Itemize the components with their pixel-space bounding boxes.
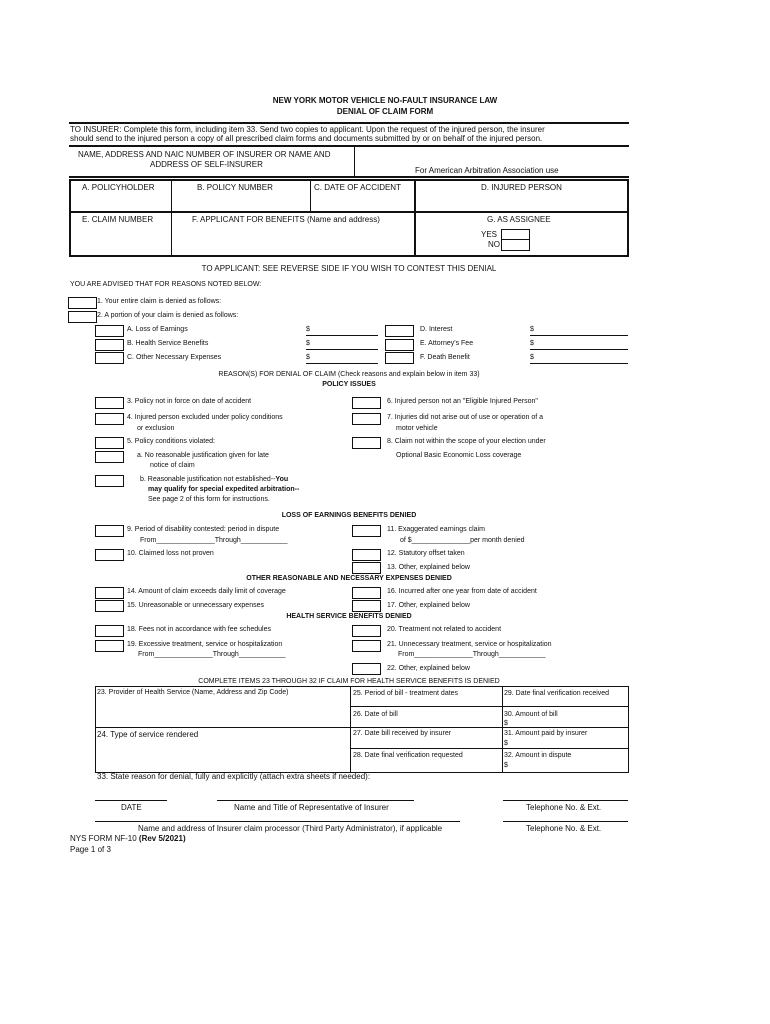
portion-claim-checkbox[interactable] bbox=[68, 311, 97, 323]
reason-8-label-cont: Optional Basic Economic Loss coverage bbox=[396, 452, 522, 459]
reason-20-label: 20. Treatment not related to accident bbox=[387, 626, 502, 633]
representative-line[interactable] bbox=[217, 800, 414, 801]
item-33-reason[interactable]: 33. State reason for denial, fully and explicitly (attach extra sheets if needed): bbox=[97, 772, 371, 781]
reason-18-label: 18. Fees not in accordance with fee schedules bbox=[127, 626, 271, 633]
applicant-field[interactable]: F. APPLICANT FOR BENEFITS (Name and address) bbox=[192, 215, 380, 224]
no-label: NO bbox=[488, 240, 500, 249]
instruction-line-1: TO INSURER: Complete this form, including item 33. Send two copies to applicant. Upon the request of the injured person, the insurer bbox=[70, 125, 545, 134]
loss-earnings-label: A. Loss of Earnings bbox=[127, 326, 188, 333]
other-expenses-checkbox[interactable] bbox=[95, 352, 124, 364]
interest-amount[interactable] bbox=[530, 335, 628, 336]
reason-12-label: 12. Statutory offset taken bbox=[387, 550, 465, 557]
loss-earnings-title: LOSS OF EARNINGS BENEFITS DENIED bbox=[281, 512, 417, 519]
reason-10-label: 10. Claimed loss not proven bbox=[127, 550, 214, 557]
health-service-label: B. Health Service Benefits bbox=[127, 340, 209, 347]
reason-22-label: 22. Other, explained below bbox=[387, 665, 470, 672]
reason-3-label: 3. Policy not in force on date of accident bbox=[127, 398, 252, 405]
reason-5b-label bbox=[140, 476, 288, 483]
reason-5-label: 5. Policy conditions violated: bbox=[127, 438, 215, 445]
reason-6-checkbox[interactable] bbox=[352, 397, 381, 409]
item-23-provider[interactable]: 23. Provider of Health Service (Name, Address and Zip Code) bbox=[97, 689, 289, 696]
date-of-accident-field[interactable]: C. DATE OF ACCIDENT bbox=[314, 183, 401, 192]
other-expenses-amount[interactable] bbox=[306, 363, 378, 364]
item-31-amount-paid[interactable]: 31. Amount paid by insurer bbox=[504, 730, 588, 737]
reason-5b-expedited: may qualify for special expedited arbitration-- bbox=[148, 486, 300, 493]
reason-21-checkbox[interactable] bbox=[352, 640, 381, 652]
reason-14-label: 14. Amount of claim exceeds daily limit of coverage bbox=[127, 588, 286, 595]
item-24-service-type[interactable]: 24. Type of service rendered bbox=[97, 730, 199, 739]
attorney-fee-label: E. Attorney's Fee bbox=[420, 340, 474, 347]
item-30-amount-of-bill[interactable]: 30. Amount of bill bbox=[504, 711, 558, 718]
reasons-header: REASON(S) FOR DENIAL OF CLAIM (Check reasons and explain below in item 33) bbox=[218, 371, 480, 378]
health-service-checkbox[interactable] bbox=[95, 339, 124, 351]
reason-16-label: 16. Incurred after one year from date of accident bbox=[387, 588, 537, 595]
death-benefit-checkbox[interactable] bbox=[385, 352, 414, 364]
reason-15-checkbox[interactable] bbox=[95, 600, 124, 612]
policy-number-field[interactable]: B. POLICY NUMBER bbox=[197, 183, 273, 192]
reason-11-checkbox[interactable] bbox=[352, 525, 381, 537]
policyholder-field[interactable]: A. POLICYHOLDER bbox=[82, 183, 155, 192]
reason-9-checkbox[interactable] bbox=[95, 525, 124, 537]
reason-22-checkbox[interactable] bbox=[352, 663, 381, 675]
date-label: DATE bbox=[121, 803, 142, 812]
reason-13-checkbox[interactable] bbox=[352, 562, 381, 574]
yes-label: YES bbox=[481, 230, 498, 239]
entire-claim-checkbox[interactable] bbox=[68, 297, 97, 309]
reason-21-period[interactable]: From_______________Through____________ bbox=[398, 651, 546, 658]
attorney-fee-amount[interactable] bbox=[530, 349, 628, 350]
reason-4-label: 4. Injured person excluded under policy conditions bbox=[127, 414, 283, 421]
advised-text: YOU ARE ADVISED THAT FOR REASONS NOTED BELOW: bbox=[70, 281, 262, 288]
dollar-sign: $ bbox=[306, 340, 310, 347]
insurer-label-2: ADDRESS OF SELF-INSURER bbox=[150, 160, 263, 169]
reason-8-checkbox[interactable] bbox=[352, 437, 381, 449]
form-title: NEW YORK MOTOR VEHICLE NO-FAULT INSURANCE LAW bbox=[272, 96, 498, 105]
reason-5a-label-cont: notice of claim bbox=[150, 462, 195, 469]
item-25-period[interactable]: 25. Period of bill - treatment dates bbox=[353, 690, 459, 697]
reason-21-label: 21. Unnecessary treatment, service or hospitalization bbox=[387, 641, 552, 648]
injured-person-field[interactable]: D. INJURED PERSON bbox=[481, 183, 562, 192]
reason-9-label: 9. Period of disability contested: period in dispute bbox=[127, 526, 280, 533]
divider bbox=[69, 122, 629, 124]
reason-8-label: 8. Claim not within the scope of your election under bbox=[387, 438, 546, 445]
dollar-sign: $ bbox=[504, 762, 508, 769]
death-benefit-amount[interactable] bbox=[530, 363, 628, 364]
reason-17-checkbox[interactable] bbox=[352, 600, 381, 612]
reason-13-label: 13. Other, explained below bbox=[387, 564, 470, 571]
health-service-amount[interactable] bbox=[306, 349, 378, 350]
item-27-date-received[interactable]: 27. Date bill received by insurer bbox=[353, 730, 452, 737]
dollar-sign: $ bbox=[530, 340, 534, 347]
loss-earnings-amount[interactable] bbox=[306, 335, 378, 336]
reason-19-label: 19. Excessive treatment, service or hospitalization bbox=[127, 641, 283, 648]
reason-18-checkbox[interactable] bbox=[95, 625, 124, 637]
form-number bbox=[70, 834, 186, 843]
interest-checkbox[interactable] bbox=[385, 325, 414, 337]
reason-4-checkbox[interactable] bbox=[95, 413, 124, 425]
attorney-fee-checkbox[interactable] bbox=[385, 339, 414, 351]
policy-issues-title: POLICY ISSUES bbox=[322, 381, 376, 388]
reason-20-checkbox[interactable] bbox=[352, 625, 381, 637]
date-line[interactable] bbox=[95, 800, 167, 801]
reason-7-checkbox[interactable] bbox=[352, 413, 381, 425]
form-id: NYS FORM NF-10 bbox=[70, 834, 137, 843]
applicant-notice: TO APPLICANT: SEE REVERSE SIDE IF YOU WISH TO CONTEST THIS DENIAL bbox=[201, 264, 497, 273]
aaa-use-label: For American Arbitration Association use bbox=[415, 166, 559, 175]
insurer-label: NAME, ADDRESS AND NAIC NUMBER OF INSURER OR NAME AND bbox=[78, 150, 331, 159]
instruction-line-2: should send to the injured person a copy of all prescribed claim forms and documents submitted by or on behalf of the injured person. bbox=[70, 134, 543, 143]
form-revision: (Rev 5/2021) bbox=[138, 834, 186, 843]
tpa-telephone-label: Telephone No. & Ext. bbox=[526, 824, 602, 833]
reason-5-checkbox[interactable] bbox=[95, 437, 124, 449]
tpa-telephone-line[interactable] bbox=[503, 821, 628, 822]
dollar-sign: $ bbox=[530, 354, 534, 361]
reason-5b-text: b. Reasonable justification not established-- bbox=[140, 476, 276, 483]
reason-7-label-cont: motor vehicle bbox=[396, 425, 438, 432]
reason-5b-instructions: See page 2 of this form for instructions. bbox=[148, 496, 270, 503]
dollar-sign: $ bbox=[306, 326, 310, 333]
reason-15-label: 15. Unreasonable or unnecessary expenses bbox=[127, 602, 264, 609]
reason-5b-checkbox[interactable] bbox=[95, 475, 124, 487]
telephone-label: Telephone No. & Ext. bbox=[526, 803, 602, 812]
reason-17-label: 17. Other, explained below bbox=[387, 602, 470, 609]
item-32-amount-in-dispute[interactable]: 32. Amount in dispute bbox=[504, 752, 572, 759]
reason-11-amount[interactable]: of $_______________per month denied bbox=[400, 537, 525, 544]
claim-number-field[interactable]: E. CLAIM NUMBER bbox=[82, 215, 154, 224]
dollar-sign: $ bbox=[306, 354, 310, 361]
dollar-sign: $ bbox=[504, 740, 508, 747]
tpa-label: Name and address of Insurer claim processor (Third Party Administrator), if applicable bbox=[138, 824, 443, 833]
reason-7-label: 7. Injuries did not arise out of use or operation of a bbox=[387, 414, 544, 421]
other-expenses-label: C. Other Necessary Expenses bbox=[127, 354, 222, 361]
reason-6-label: 6. Injured person not an "Eligible Injured Person" bbox=[387, 398, 538, 405]
reason-9-period[interactable]: From_______________Through____________ bbox=[140, 537, 288, 544]
loss-earnings-checkbox[interactable] bbox=[95, 325, 124, 337]
portion-claim-label: 2. A portion of your claim is denied as follows: bbox=[97, 312, 239, 319]
item-29-verification-received[interactable]: 29. Date final verification received bbox=[504, 690, 610, 697]
tpa-line[interactable] bbox=[95, 821, 460, 822]
item-28-verification-requested[interactable]: 28. Date final verification requested bbox=[353, 752, 463, 759]
reason-11-label: 11. Exaggerated earnings claim bbox=[387, 526, 485, 533]
death-benefit-label: F. Death Benefit bbox=[420, 354, 470, 361]
reason-19-checkbox[interactable] bbox=[95, 640, 124, 652]
reason-3-checkbox[interactable] bbox=[95, 397, 124, 409]
telephone-line[interactable] bbox=[503, 800, 628, 801]
dollar-sign: $ bbox=[530, 326, 534, 333]
entire-claim-label: 1. Your entire claim is denied as follows: bbox=[97, 298, 222, 305]
reason-5b-bold: You bbox=[275, 476, 289, 483]
items-table-title: COMPLETE ITEMS 23 THROUGH 32 IF CLAIM FOR HEALTH SERVICE BENEFITS IS DENIED bbox=[198, 678, 500, 685]
representative-label: Name and Title of Representative of Insurer bbox=[234, 803, 389, 812]
other-expenses-title: OTHER REASONABLE AND NECESSARY EXPENSES DENIED bbox=[246, 575, 452, 582]
reason-10-checkbox[interactable] bbox=[95, 549, 124, 561]
reason-5a-label: a. No reasonable justification given for late bbox=[137, 452, 269, 459]
page-number: Page 1 of 3 bbox=[70, 845, 111, 854]
form-subtitle: DENIAL OF CLAIM FORM bbox=[336, 107, 434, 116]
reason-12-checkbox[interactable] bbox=[352, 549, 381, 561]
dollar-sign: $ bbox=[504, 720, 508, 727]
reason-4-label-cont: or exclusion bbox=[137, 425, 175, 432]
health-service-title: HEALTH SERVICE BENEFITS DENIED bbox=[286, 613, 412, 620]
reason-5a-checkbox[interactable] bbox=[95, 451, 124, 463]
reason-16-checkbox[interactable] bbox=[352, 587, 381, 599]
assignee-no-checkbox[interactable] bbox=[501, 239, 530, 251]
reason-14-checkbox[interactable] bbox=[95, 587, 124, 599]
item-26-date-of-bill[interactable]: 26. Date of bill bbox=[353, 711, 398, 718]
reason-19-period[interactable]: From_______________Through____________ bbox=[138, 651, 286, 658]
assignee-label: G. AS ASSIGNEE bbox=[487, 215, 551, 224]
interest-label: D. Interest bbox=[420, 326, 453, 333]
